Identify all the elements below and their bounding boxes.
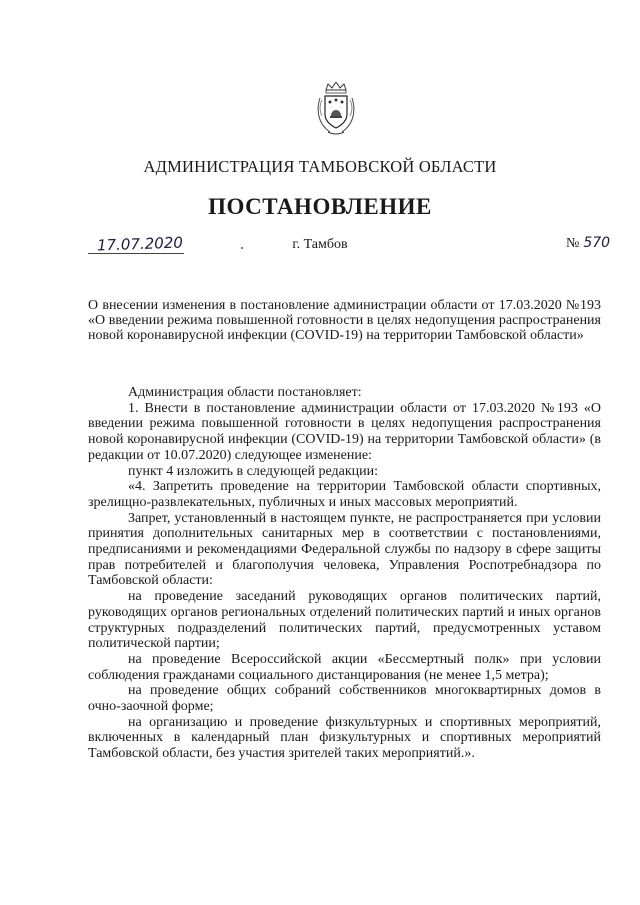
document-type-title: ПОСТАНОВЛЕНИЕ <box>208 194 432 219</box>
body-paragraph: «4. Запретить проведение на территории Тамбовской области спортивных, зрелищно-развлекательных, публичных и иных массовых мероприятий. <box>88 479 601 510</box>
document-subject: О внесении изменения в постановление администрации области от 17.03.2020 №193 «О введении режима повышенной готовности в целях недопущения распространения новой коронавирусной инфекции (COVID-19) на территории Тамбовской области» <box>88 298 601 343</box>
coat-of-arms-icon <box>316 82 356 136</box>
number-label: № <box>566 236 580 251</box>
body-paragraph: на организацию и проведение физкультурных и спортивных мероприятий, включенных в календарный план физкультурных и спортивных мероприятий Тамбовской области, без участия зрителей таких мероприятий.». <box>88 714 601 762</box>
handwritten-date: 17.07.2020 <box>96 233 184 255</box>
body-paragraph: 1. Внести в постановление администрации области от 17.03.2020 №193 «О введении режима повышенной готовности в целях недопущения распространения новой коронавирусной инфекции (COVID-19) на территории Тамбовской области» (в редакции от 10.07.2020) следующее изменение: <box>88 400 601 463</box>
body-paragraph: на проведение Всероссийской акции «Бессмертный полк» при условии соблюдения гражданами социального дистанцирования (не менее 1,5 метра); <box>88 651 601 683</box>
body-paragraph: на проведение заседаний руководящих органов политических партий, руководящих органов региональных отделений политических партий и иных органов структурных подразделений политических партий, предусмотренных уставом политической партии; <box>88 589 601 652</box>
document-number <box>566 235 610 252</box>
document-body <box>88 385 601 762</box>
handwritten-number: 570 <box>583 235 611 251</box>
city-name: г. Тамбов <box>292 237 348 252</box>
date-underline <box>88 253 184 254</box>
body-paragraph: на проведение общих собраний собственников многоквартирных домов в очно-заочной форме; <box>88 683 601 715</box>
organization-title: АДМИНИСТРАЦИЯ ТАМБОВСКОЙ ОБЛАСТИ <box>143 157 497 176</box>
body-paragraph: Запрет, установленный в настоящем пункте, не распространяется при условии принятия дополнительных санитарных мер в соответствии с постановлениями, предписаниями и рекомендациями Федеральной службы по надзору в сфере защиты прав потребителей и благополучия человека, Управления Роспотребнадзора по Тамбовской области: <box>88 510 601 589</box>
body-paragraph: Администрация области постановляет: <box>128 385 362 400</box>
body-paragraph: пункт 4 изложить в следующей редакции: <box>128 463 378 479</box>
